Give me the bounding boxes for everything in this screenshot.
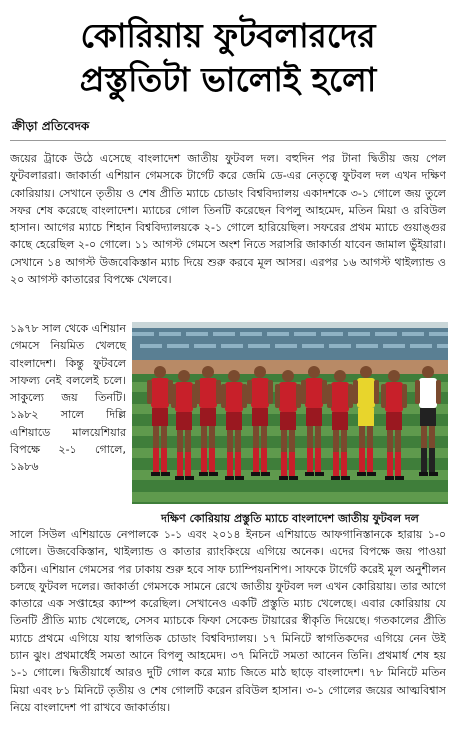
photo-stand-row xyxy=(159,332,181,336)
photo-stand-row xyxy=(194,344,216,348)
byline-divider xyxy=(10,140,446,141)
player-sock xyxy=(261,448,267,472)
player-arm xyxy=(436,380,441,404)
photo-stand-row xyxy=(429,332,448,336)
player-arm xyxy=(147,380,152,404)
photo-caption: দক্ষিণ কোরিয়ায় প্রস্তুতি ম্যাচে বাংলাদেশ জাতীয় ফুটবল দল xyxy=(161,512,419,525)
player-head xyxy=(334,370,346,382)
photo-stand-row xyxy=(294,332,316,336)
player-shirt xyxy=(175,382,193,412)
photo-stand-row xyxy=(275,344,297,348)
player-arm xyxy=(381,384,386,408)
byline: ক্রীড়া প্রতিবেদক xyxy=(12,119,90,133)
player-arm xyxy=(353,380,358,404)
body-paragraph-2: সালে সিউল এশিয়াডে নেপালকে ১-১ এবং ২০১৪ ইনচন এশিয়াডে আফগানিস্তানকে হারায় ১-০ গোলে। উজবেকিস্তান, থাইল্যান্ড ও কাতার র‌্যাংকিংয়ে এগিয়ে অনেক। এদের বিপক্ষে জয় পাওয়া কঠিন। এশিয়ান গেমসের পর ঢাকায় শুরু হবে সাফ চ্যাম্পিয়নশিপ। সাফকে টার্গেট করেই মূল অনুশীলন চলছে ফুটবল দলের। জাকার্তা গেমসকে সামনে রেখে জাতীয় ফুটবল দল এখন কোরিয়ায়। তার আগে কাতারে এক সপ্তাহের ক্যাম্প করেছিল। সেখানেও একটি প্রস্তুতি ম্যাচ খেলেছে। এবার কোরিয়ায় যে তিনটি প্রীতি ম্যাচ খেলেছে, সেসব ম্যাচকে ফিফা সেকেন্ড টায়ারের স্বীকৃতি দিয়েছে। গতকালের প্রীতি ম্যাচে প্রথমে এগিয়ে যায় স্বাগতিক চোডাং বিশ্ববিদ্যালয়। ১৭ মিনিটে স্বাগতিকদের এগিয়ে নেন উই চ্যান ঝুং। প্রথমার্ধেই সমতা আনে বিপলু আহমেদ। ৩৭ মিনিটে সমতা আনেন তিনি। প্রথমার্ধ শেষ হয় ১-১ গোলে। দ্বিতীয়ার্ধে আরও দুটি গোল করে ম্যাচ জিতে মাঠ ছাড়ে বাংলাদেশ। ৭৮ মিনিটে মতিন মিয়া এবং ৮১ মিনিটে তৃতীয় ও শেষ গোলটি করেন রবিউল হাসান। ৩-১ গোলের জয়ের আত্মবিশ্বাস নিয়ে বাংলাদেশ পা রাখবে জাকার্তায়। xyxy=(10,528,446,714)
player-boot xyxy=(385,476,394,480)
player-boot xyxy=(419,472,428,476)
player-boot xyxy=(305,472,314,476)
player-shorts xyxy=(226,412,242,430)
player-shorts xyxy=(386,412,402,430)
player-shorts xyxy=(332,412,348,430)
player-arm xyxy=(221,384,226,408)
photo-stand-row xyxy=(375,332,397,336)
team-photo xyxy=(132,322,448,504)
player-sock xyxy=(153,448,159,472)
player-sock xyxy=(281,452,287,476)
player-shirt xyxy=(199,378,217,408)
headline xyxy=(0,14,456,102)
player-boot xyxy=(225,476,234,480)
player-head xyxy=(228,370,240,382)
player-sock xyxy=(201,448,207,472)
photo-stand-row xyxy=(140,344,162,348)
player-sock xyxy=(177,452,183,476)
player-arm xyxy=(268,380,273,404)
player-shirt xyxy=(251,378,269,408)
player-head xyxy=(154,366,166,378)
player-shirt xyxy=(305,378,323,408)
photo-stand-row xyxy=(213,332,235,336)
headline-line-1: কোরিয়ায় ফুটবলারদের xyxy=(80,16,376,55)
player-shorts xyxy=(358,408,374,426)
player-head xyxy=(282,370,294,382)
photo-stand-row xyxy=(348,332,370,336)
player-shorts xyxy=(280,412,296,430)
player-sock xyxy=(185,452,191,476)
player-arm xyxy=(415,380,420,404)
photo-stand-row xyxy=(132,332,154,336)
player-boot xyxy=(261,472,270,476)
player-arm xyxy=(402,384,407,408)
player-boot xyxy=(395,476,404,480)
player-sock xyxy=(359,448,365,472)
player-sock xyxy=(367,448,373,472)
player-boot xyxy=(151,472,160,476)
player-boot xyxy=(161,472,170,476)
player-arm xyxy=(216,380,221,404)
player-shirt xyxy=(151,378,169,408)
player-boot xyxy=(251,472,260,476)
photo-stand-row xyxy=(221,344,243,348)
player-shorts xyxy=(420,408,436,426)
body-side-column: ১৯৭৮ সাল থেকে এশিয়ান গেমসে নিয়মিত খেলছে বাংলাদেশ। কিন্তু ফুটবলে সাফল্য নেই বললেই চলে। সাকুল্যে জয় তিনটি। ১৯৮২ সালে দিল্লি এশিয়াডে মালয়েশিয়ার বিপক্ষে ২-১ গোলে, ১৯৮৬ xyxy=(10,322,126,474)
player-boot xyxy=(235,476,244,480)
player-shorts xyxy=(252,408,268,426)
photo-stand-row xyxy=(383,344,405,348)
player-shirt xyxy=(419,378,437,408)
player-boot xyxy=(429,472,438,476)
player-arm xyxy=(296,384,301,408)
player-sock xyxy=(307,448,313,472)
player-shirt xyxy=(279,382,297,412)
player-shorts xyxy=(306,408,322,426)
player-sock xyxy=(429,448,435,472)
player-head xyxy=(388,370,400,382)
player-sock xyxy=(227,452,233,476)
photo-stand-row xyxy=(167,344,189,348)
team-photo-image xyxy=(132,322,448,504)
player-sock xyxy=(421,448,427,472)
player-arm xyxy=(275,384,280,408)
player-shirt xyxy=(385,382,403,412)
player-boot xyxy=(357,472,366,476)
player-arm xyxy=(247,380,252,404)
player-head xyxy=(308,366,320,378)
player-shirt xyxy=(225,382,243,412)
player-arm xyxy=(322,380,327,404)
photo-stand-row xyxy=(267,332,289,336)
player-head xyxy=(254,366,266,378)
photo-stand-row xyxy=(302,344,324,348)
player-shorts xyxy=(152,408,168,426)
player-arm xyxy=(327,384,332,408)
player-shirt xyxy=(357,378,375,408)
photo-stand-row xyxy=(248,344,270,348)
player-arm xyxy=(242,384,247,408)
photo-stand-row xyxy=(356,344,378,348)
player-boot xyxy=(331,476,340,480)
player-boot xyxy=(315,472,324,476)
player-head xyxy=(360,366,372,378)
player-sock xyxy=(253,448,259,472)
player-boot xyxy=(185,476,194,480)
photo-stand-row xyxy=(402,332,424,336)
photo-stand-row xyxy=(321,332,343,336)
player-boot xyxy=(341,476,350,480)
headline-line-2: প্রস্তুতিটা ভালোই হলো xyxy=(79,60,377,99)
photo-pitch-stripe xyxy=(132,492,448,502)
player-sock xyxy=(235,452,241,476)
player-arm xyxy=(301,380,306,404)
player-shorts xyxy=(176,412,192,430)
photo-stand-row xyxy=(437,344,448,348)
player-boot xyxy=(367,472,376,476)
photo-stand-row xyxy=(240,332,262,336)
photo-stand-row xyxy=(410,344,432,348)
player-head xyxy=(202,366,214,378)
player-boot xyxy=(289,476,298,480)
player-boot xyxy=(209,472,218,476)
player-head xyxy=(422,366,434,378)
body-paragraph-1: জয়ের ট্রাকে উঠে এসেছে বাংলাদেশ জাতীয় ফুটবল দল। বহুদিন পর টানা দ্বিতীয় জয় পেল ফুটবলাররা। জাকার্তা এশিয়ান গেমসকে টার্গেট করে জেমি ডে-এর নেতৃত্বে ফুটবল দল এখন দক্ষিণ কোরিয়ায়। সেখানে তৃতীয় ও শেষ প্রীতি ম্যাচে চোডাং বিশ্ববিদ্যালয় একাদশকে ৩-১ গোলে জয় তুলে সফর শেষ করেছে বাংলাদেশ। ম্যাচের গোল তিনটি করেছেন বিপলু আহমেদ, মতিন মিয়া ও রবিউল হাসান। আগের ম্যাচে শিহান বিশ্ববিদ্যালয়কে ২-১ গোলে হারিয়েছিল। সফরের প্রথম ম্যাচে গুয়াঙ্গুর কাছে হেরেছিল ২-০ গোলে। ১১ আগস্ট গেমসে অংশ নিতে সরাসরি জাকার্তা যাবেন জামাল ভুঁইয়ারা। সেখানে ১৪ আগস্ট উজবেকিস্তান ম্যাচ দিয়ে শুরু করবে মূল আসর। এরপর ১৬ আগস্ট থাইল্যান্ড ও ২০ আগস্ট কাতারের বিপক্ষে খেলবে। xyxy=(10,152,446,287)
player-arm xyxy=(195,380,200,404)
player-arm xyxy=(348,384,353,408)
photo-stand-row xyxy=(329,344,351,348)
player-boot xyxy=(175,476,184,480)
player-boot xyxy=(279,476,288,480)
player-sock xyxy=(341,452,347,476)
photo-stand-row xyxy=(186,332,208,336)
player-sock xyxy=(209,448,215,472)
player-sock xyxy=(333,452,339,476)
player-sock xyxy=(161,448,167,472)
player-boot xyxy=(199,472,208,476)
player-sock xyxy=(395,452,401,476)
player-shorts xyxy=(200,408,216,426)
player-head xyxy=(178,370,190,382)
player-sock xyxy=(387,452,393,476)
player-arm xyxy=(171,384,176,408)
player-shirt xyxy=(331,382,349,412)
player-sock xyxy=(289,452,295,476)
player-arm xyxy=(374,380,379,404)
player-sock xyxy=(315,448,321,472)
